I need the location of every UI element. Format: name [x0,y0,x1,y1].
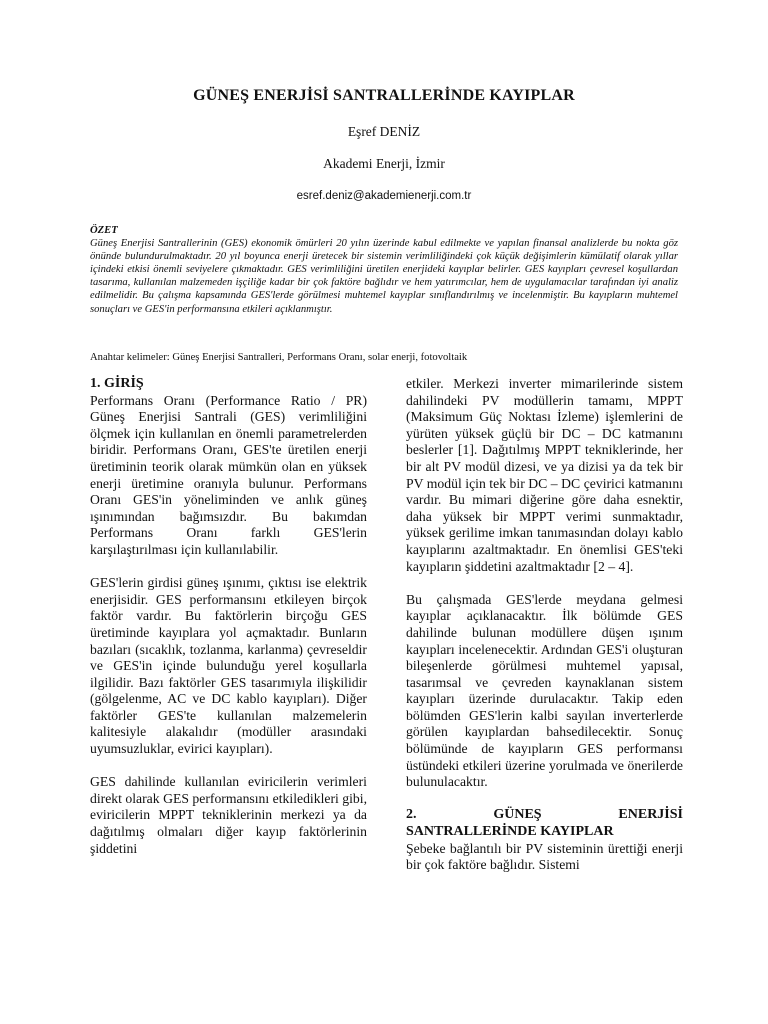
paragraph: etkiler. Merkezi inverter mimarilerinde sistem dahilindeki PV modüllerin tamamı, MPPT (Maksimum Güç Noktası İzleme) işlemlerini de yürüten yüksek güçlü bir DC – DC katmanını beslerler [1]. Dağıtılmış MPPT tekniklerinde, her bir alt PV modül dizesi, ve ya dizisi ya da tek bir PV modül için tek bir DC – DC çevirici katmanını vardır. Bu mimari diğerine göre daha esnektir, daha yüksek bir MPPT verimi sunmaktadır, yüksek gerilime imkan tanımasından dolayı kablo kayıplarını azaltmaktadır. En önemlisi GES'teki kayıpların şiddetini azaltmaktadır [2 – 4]. [406,376,683,574]
abstract-text: Güneş Enerjisi Santrallerinin (GES) ekonomik ömürleri 20 yılın üzerinde kabul edilmekte ve yapılan finansal analizlerde bu nokta göz önünde bulundurulmaktadır. 20 yıl boyunca enerji üretecek bir sistemin verimliliğindeki çok küçük değişimlerin kümülatif olarak yıllar içindeki etkisi önemli seviyelere çıkmaktadır. GES verimliliğini üretilen enerjideki kayıplar belirler. GES kayıpları çevresel koşullardan tasarıma, kullanılan malzemeden işçiliğe kadar bir çok faktöre bağlıdır ve hem yatırımcılar, hem de uygulamacılar tarafından iyi analiz edilmelidir. Bu çalışma kapsamında GES'lerde görülmesi muhtemel kayıplar sınıflandırılmış ve incelenmiştir. Bu kayıpların muhtemel sonuçları ve GES'in performansına etkileri açıklanmıştır. [90,238,678,315]
section-2-heading-line-1: 2. GÜNEŞ ENERJİSİ [406,807,683,823]
section-2-heading-line-2: SANTRALLERİNDE KAYIPLAR [406,824,614,840]
abstract [90,224,678,316]
right-column [406,376,683,874]
paragraph: Performans Oranı (Performance Ratio / PR) Güneş Enerjisi Santrali (GES) verimliliğini ölçmek için kullanılan en önemli parametrelerden biridir. Performans Oranı, GES'te üretilen enerji üretiminin teorik olarak mümkün olan en yüksek enerji üretimine oranıyla bulunur. Performans Oranı GES'in yöneliminden ve anlık güneş ışınımından bağımsızdır. Bu bakımdan Performans Oranı farklı GES'lerin karşılaştırılması için kullanılabilir. [90,392,367,557]
author-affiliation: Akademi Enerji, İzmir [323,156,445,171]
section-1-heading: 1. GİRİŞ [90,376,144,391]
left-column [90,376,367,857]
paper-title: GÜNEŞ ENERJİSİ SANTRALLERİNDE KAYIPLAR [193,87,575,104]
paragraph: Şebeke bağlantılı bir PV sisteminin ürettiği enerji bir çok faktöre bağlıdır. Sistemi [406,840,683,873]
author-name: Eşref DENİZ [347,124,421,139]
paragraph: GES dahilinde kullanılan eviricilerin verimleri direkt olarak GES performansını etkiledikleri gibi, eviricilerin MPPT tekniklerinin merkezi ya da dağıtılmış olmaları diğer kayıp faktörlerinin şiddetini [90,774,367,856]
keywords: Anahtar kelimeler: Güneş Enerjisi Santralleri, Performans Oranı, solar enerji, fotovoltaik [90,352,468,363]
author-email: esref.deniz@akademienerji.com.tr [296,190,472,202]
abstract-heading: ÖZET [90,225,118,236]
paragraph: Bu çalışmada GES'lerde meydana gelmesi kayıplar açıklanacaktır. İlk bölümde GES dahilinde bulunan modüllere düşen ışınım kayıpları incelenecektir. Ardından GES'i oluşturan bileşenlerde görülmesi muhtemel yapısal, tasarımsal ve çevreden kaynaklanan sistem kayıpları üzerinde durulacaktır. Takip eden bölümden GES'lerin kalbi sayılan inverterlerde görülen kayıplardan bahsedilecektir. Sonuç bölümünde de kayıpların GES performansı üstündeki etkileri üzerine yorulmada ve önerilerde bulunulacaktır. [406,591,683,790]
paragraph: GES'lerin girdisi güneş ışınımı, çıktısı ise elektrik enerjisidir. GES performansını etkileyen birçok faktör vardır. Bu faktörlerin birçoğu GES üretiminde kayıplara yol açmaktadır. Bunların bazıları (sıcaklık, tozlanma, karlanma) çevreseldir ve GES'in içinde bulunduğu yerel koşullarla ilgilidir. Bazı faktörler GES tasarımıyla ilişkilidir (gölgelenme, AC ve DC kablo kayıpları). Diğer faktörler GES'te kullanılan malzemelerin kalitesiyle alakalıdır (modüller arasındaki uyumsuzluklar, evirici kayıpları). [90,575,367,757]
